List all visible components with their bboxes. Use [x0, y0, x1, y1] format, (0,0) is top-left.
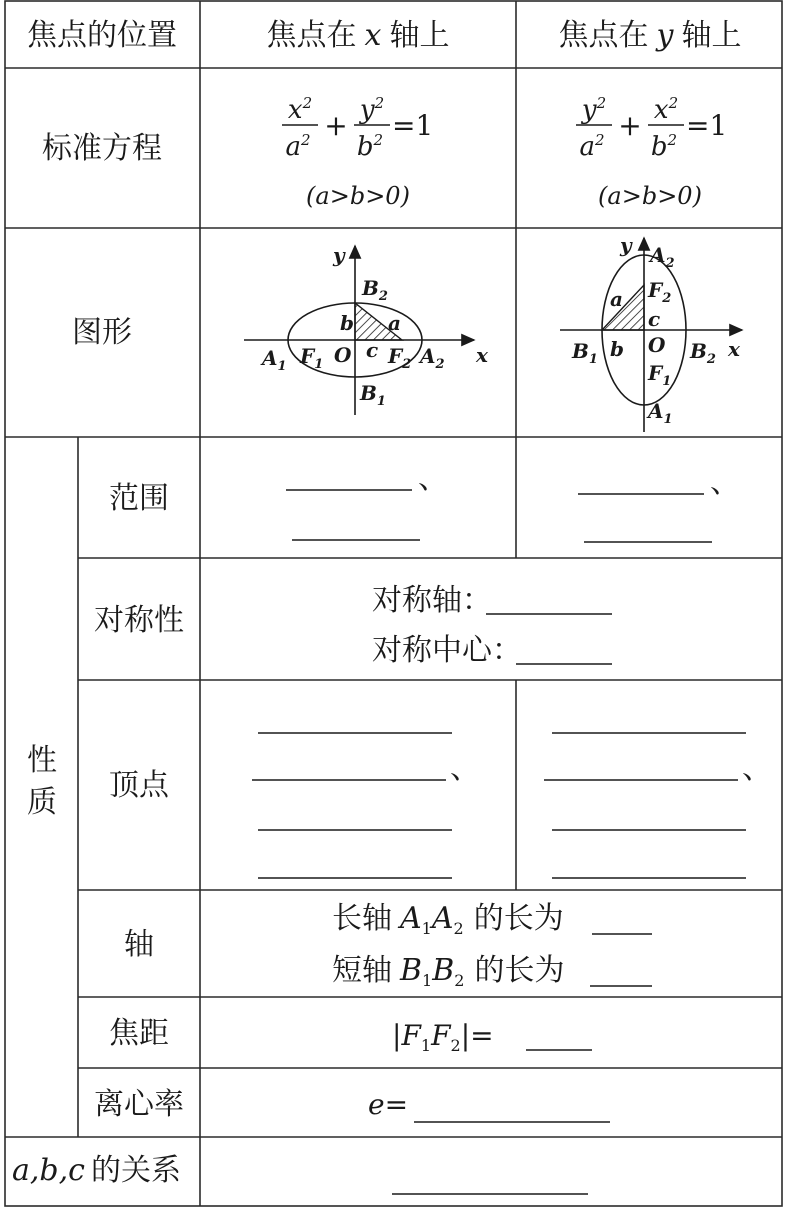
- svg-text:F1: $F_1$: [648, 361, 672, 389]
- row-label-standard-equation: 标准方程: [42, 131, 162, 166]
- svg-text:=1: =1: [686, 109, 728, 142]
- svg-text:B1: $B_1$: [572, 339, 598, 367]
- svg-text:c: c: [366, 338, 379, 362]
- svg-text:|F1F2|=: $|F_1F_2|=$: [392, 1019, 494, 1055]
- row-label-properties: [27, 743, 57, 820]
- svg-text:焦点在y轴上: 焦点在 y 轴上: [558, 18, 742, 53]
- symmetry-content: [372, 583, 612, 668]
- svg-text:a: a: [388, 311, 401, 335]
- row-label-eccentricity: 离心率: [94, 1087, 184, 1122]
- svg-text:x: x: [476, 343, 488, 367]
- svg-text:y: y: [620, 233, 632, 257]
- svg-text:、: 、: [450, 751, 480, 786]
- svg-text:对称中心：: 对称中心：: [372, 633, 522, 668]
- svg-text:y2: $y^2$: [359, 94, 385, 125]
- svg-text:O: O: [648, 333, 666, 357]
- svg-text:、: 、: [418, 461, 448, 496]
- svg-text:a,b,c的关系: a,b,c 的关系: [12, 1153, 181, 1188]
- svg-text:O: O: [334, 343, 352, 367]
- row-label-abc-relation: [12, 1153, 181, 1188]
- row-label-symmetry: 对称性: [94, 603, 184, 638]
- svg-text:B2: $B_2$: [690, 339, 716, 367]
- row-label-focal-distance: 焦距: [109, 1016, 169, 1051]
- condition-y-focus: (a>b>0): [598, 182, 702, 210]
- svg-text:b: b: [340, 311, 354, 335]
- svg-text:短轴B1B2的长为: 短轴 $B_1B_2$ 的长为: [332, 953, 565, 990]
- svg-text:A1: $A_1$: [262, 346, 287, 374]
- svg-text:、: 、: [742, 751, 772, 786]
- svg-text:a2: $a^2$: [285, 131, 311, 162]
- svg-text:A1: $A_1$: [648, 399, 673, 427]
- svg-text:=1: =1: [392, 109, 434, 142]
- equation-x-focus: [282, 94, 433, 210]
- svg-text:a: a: [610, 287, 623, 311]
- svg-text:x: x: [728, 337, 740, 361]
- svg-text:A2: $A_2$: [650, 243, 675, 271]
- ellipse-figure-y-focus: [560, 233, 742, 432]
- range-blanks-x: [286, 461, 448, 540]
- equation-y-focus: [576, 94, 727, 210]
- svg-text:b2: $b^2$: [356, 131, 384, 162]
- row-label-figure: 图形: [72, 315, 132, 350]
- svg-text:长轴A1A2的长为: 长轴 $A_1A_2$ 的长为: [332, 901, 564, 938]
- axis-content: [332, 901, 652, 990]
- svg-text:B1: $B_1$: [360, 381, 386, 409]
- svg-text:+: +: [618, 109, 642, 142]
- svg-text:x2: $x^2$: [287, 94, 313, 125]
- row-label-axis: 轴: [124, 927, 154, 962]
- svg-text:B2: $B_2$: [362, 276, 388, 304]
- svg-text:焦点在x轴上: 焦点在 x 轴上: [266, 18, 450, 53]
- row-label-range: 范围: [109, 481, 169, 516]
- svg-text:性质: 性质: [27, 743, 57, 820]
- svg-text:x2: $x^2$: [653, 94, 679, 125]
- svg-text:F2: $F_2$: [388, 344, 412, 372]
- vertex-blanks-y: [544, 733, 772, 878]
- ellipse-figure-x-focus: [244, 243, 489, 415]
- svg-text:对称轴：: 对称轴：: [372, 583, 492, 618]
- svg-text:y: y: [333, 243, 345, 267]
- header-y-axis: [559, 18, 742, 53]
- svg-text:b: b: [610, 337, 624, 361]
- vertex-blanks-x: [252, 733, 480, 878]
- svg-text:e=: e=: [368, 1088, 409, 1121]
- eccentricity-content: [368, 1088, 610, 1122]
- range-blanks-y: [578, 465, 740, 542]
- header-x-axis: [267, 18, 450, 53]
- svg-text:c: c: [648, 307, 661, 331]
- svg-text:a2: $a^2$: [579, 131, 605, 162]
- svg-text:F2: $F_2$: [648, 278, 672, 306]
- row-label-vertex: 顶点: [109, 768, 169, 803]
- focal-distance-content: [392, 1019, 592, 1055]
- svg-text:、: 、: [710, 465, 740, 500]
- svg-text:F1: $F_1$: [300, 344, 324, 372]
- svg-text:y2: $y^2$: [581, 94, 607, 125]
- svg-text:b2: $b^2$: [650, 131, 678, 162]
- svg-text:A2: $A_2$: [420, 344, 445, 372]
- svg-text:+: +: [324, 109, 348, 142]
- condition-x-focus: (a>b>0): [306, 182, 410, 210]
- header-focus-position: 焦点的位置: [27, 18, 177, 53]
